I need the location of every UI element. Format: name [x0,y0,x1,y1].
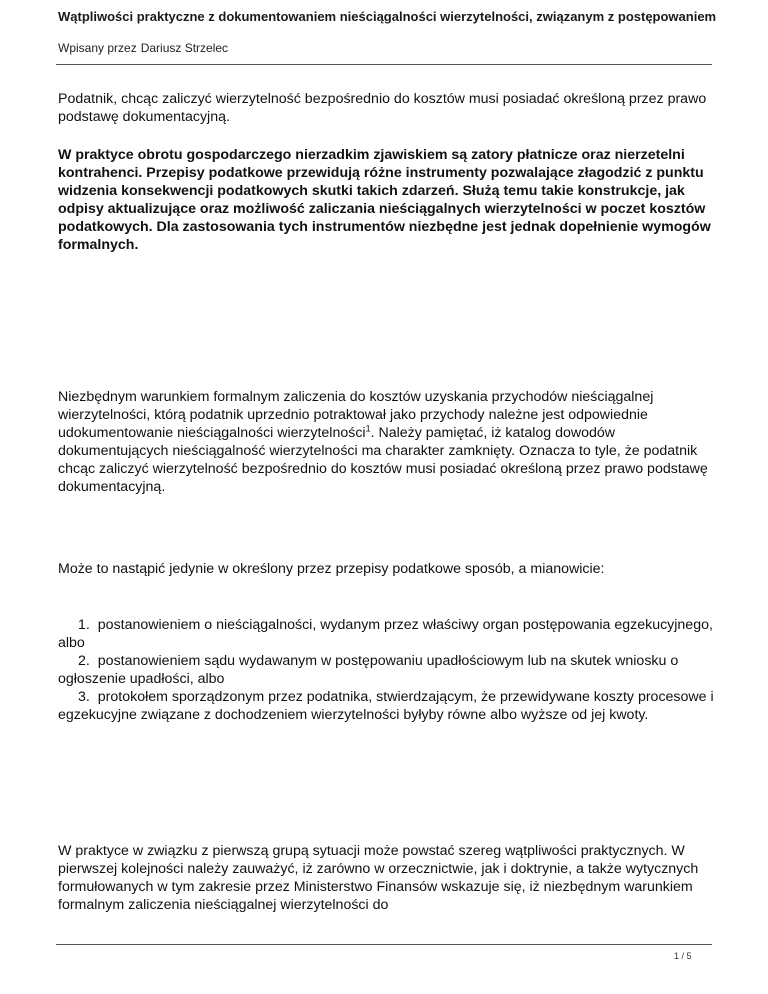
main-text-start: Niezbędnym warunkiem formalnym zaliczenia do kosztów uzyskania przychodów nieściągalnej wierzytelności, którą podatnik uprzednio potraktował jako przychody należne jest odpowiednie udokumentowanie nieściągalności wierzytelności [58,389,654,441]
list-item-number: 3. [78,689,90,705]
evidence-list [58,616,718,724]
list-item-number: 2. [78,653,90,669]
document-title: Wątpliwości praktyczne z dokumentowaniem nieściągalności wierzytelności, związanym z postępowaniem [58,9,717,24]
footer-divider [56,944,712,945]
practice-paragraph: W praktyce w związku z pierwszą grupą sytuacji może powstać szereg wątpliwości praktycznych. W pierwszej kolejności należy zauważyć, iż zarówno w orzecznictwie, jak i doktrynie, a także wytycznych formułowanych w tym zakresie przez Ministerstwo Finansów wskazuje się, iż niezbędnym warunkiem formalnym zaliczenia nieściągalnej wierzytelności do [58,843,699,913]
article-body [58,90,718,914]
list-item [58,688,718,724]
list-item-text: postanowieniem o nieściągalności, wydanym przez właściwy organ postępowania egzekucyjnego, albo [58,617,713,651]
author-name: Dariusz Strzelec [140,41,229,55]
list-item-text: postanowieniem sądu wydawanym w postępowaniu upadłościowym lub na skutek wniosku o ogłoszenie upadłości, albo [58,653,679,687]
list-item [58,652,718,688]
header-divider [56,64,712,65]
list-item-number: 1. [78,617,90,633]
list-item-text: protokołem sporządzonym przez podatnika, stwierdzającym, że przewidywane koszty procesowe i egzekucyjne związane z dochodzeniem wierzytelności byłyby równe albo wyższe od jej kwoty. [58,689,714,723]
footnote-marker[interactable]: 1 [365,423,371,434]
author-line [58,40,228,56]
main-paragraph [58,388,718,496]
list-intro-paragraph: Może to nastąpić jedynie w określony przez przepisy podatkowe sposób, a mianowicie: [58,561,605,577]
main-text-end: . Należy pamiętać, iż katalog dowodów dokumentujących nieściągalność wierzytelności ma charakter zamknięty. Oznacza to tyle, że podatnik chcąc zaliczyć wierzytelność bezpośrednio do kosztów musi posiadać określoną przez prawo podstawę dokumentacyjną. [58,425,708,495]
lead-paragraph: W praktyce obrotu gospodarczego nierzadkim zjawiskiem są zatory płatnicze oraz nierzetelni kontrahenci. Przepisy podatkowe przewidują różne instrumenty pozwalające złagodzić z punktu widzenia konsekwencji podatkowych skutki takich zdarzeń. Służą temu takie konstrukcje, jak odpisy aktualizujące oraz możliwość zaliczania nieściągalnych wierzytelności w poczet kosztów podatkowych. Dla zastosowania tych instrumentów niezbędne jest jednak dopełnienie wymogów formalnych. [58,147,711,253]
page-number: 1 / 5 [674,951,692,961]
author-prefix: Wpisany przez [58,41,137,55]
list-item [58,616,718,652]
intro-paragraph: Podatnik, chcąc zaliczyć wierzytelność bezpośrednio do kosztów musi posiadać określoną przez prawo podstawę dokumentacyjną. [58,91,707,125]
